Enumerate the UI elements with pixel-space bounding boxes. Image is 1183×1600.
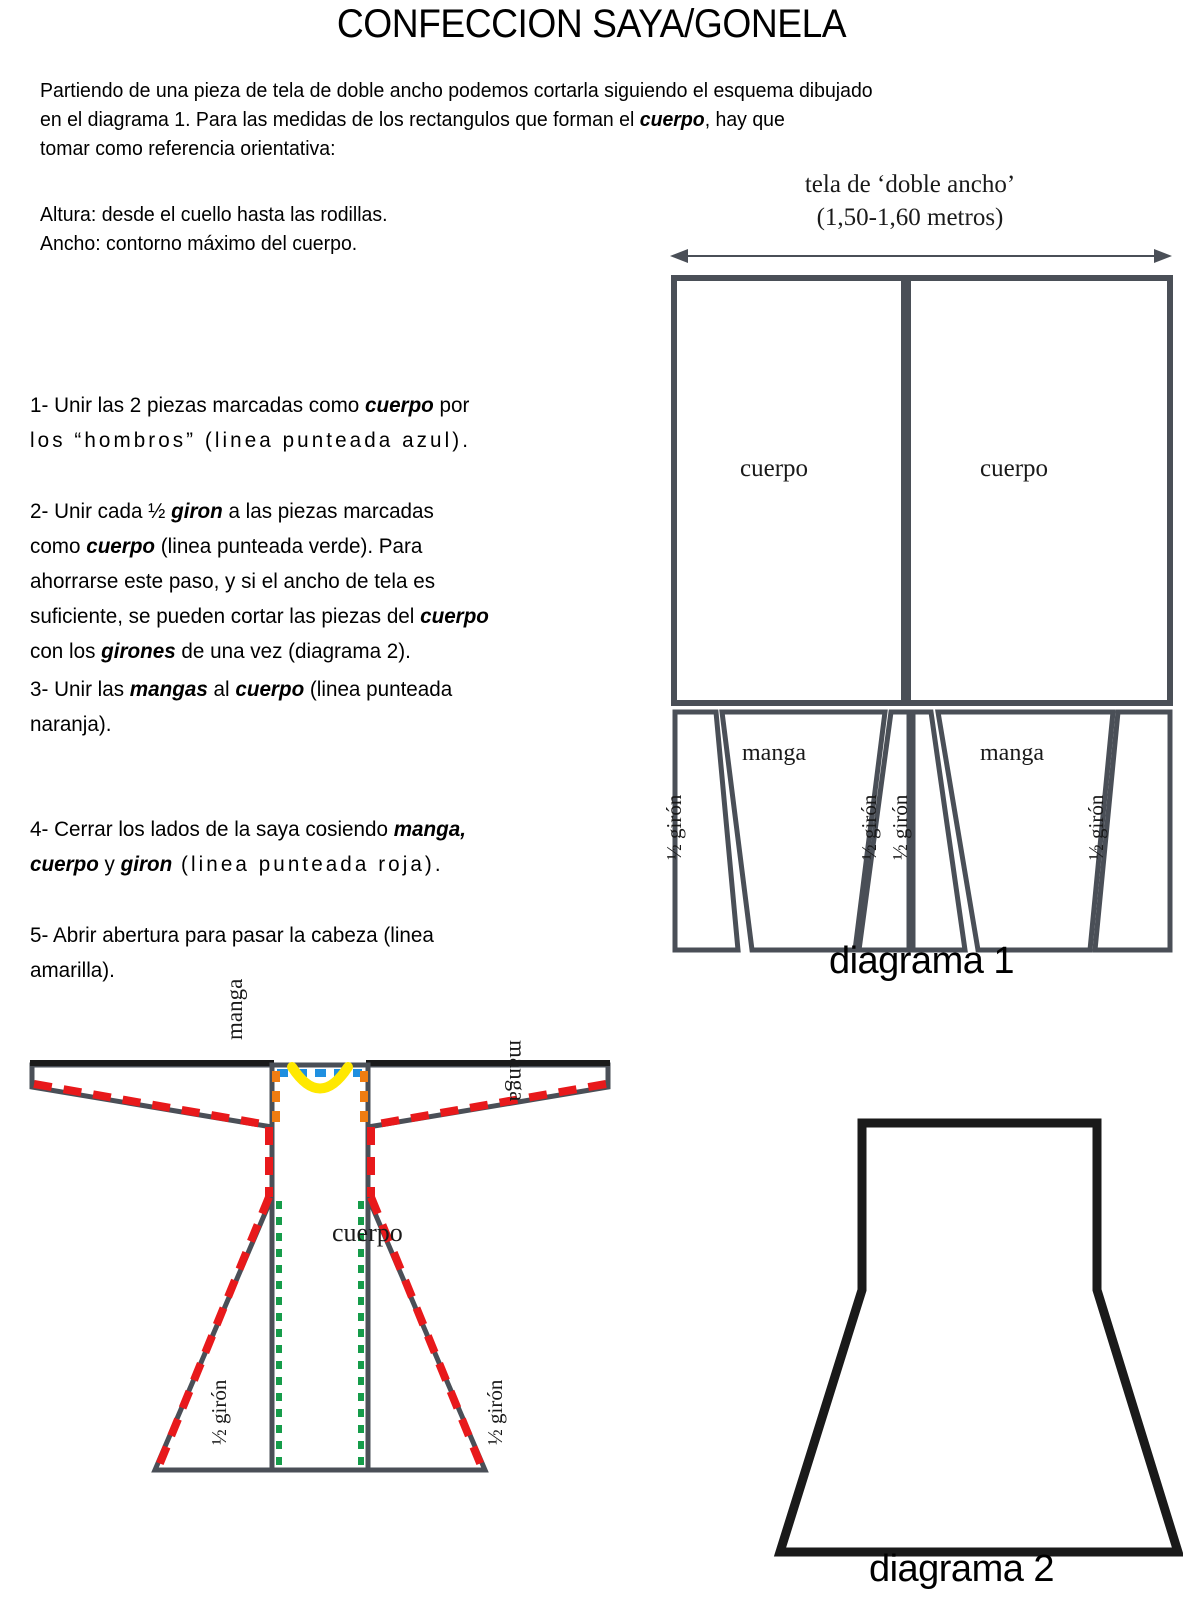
step-1 xyxy=(30,388,635,458)
label-cuerpo-left: cuerpo xyxy=(740,455,809,482)
step-5-line-2: amarilla). xyxy=(30,958,115,982)
garment-label-cuerpo: cuerpo xyxy=(332,1218,403,1247)
fabric-width-dimension-arrow xyxy=(670,249,1172,263)
label-cuerpo-right: cuerpo xyxy=(980,455,1049,482)
diagram-2-svg xyxy=(740,1090,1183,1570)
diagram-2-silhouette xyxy=(780,1123,1178,1552)
intro-line-3: tomar como referencia orientativa: xyxy=(40,137,336,160)
step-5-line-1: 5- Abrir abertura para pasar la cabeza (linea xyxy=(30,923,434,947)
intro-paragraph xyxy=(40,76,1045,163)
garment-sleeve-left xyxy=(32,1065,272,1127)
label-manga-right: manga xyxy=(980,740,1044,766)
label-giron-4: ½ girón xyxy=(1084,794,1108,860)
diagram-2 xyxy=(740,1090,1183,1570)
step-2-line-1: 2- Unir cada ½ giron a las piezas marcadas xyxy=(30,499,434,523)
fabric-width-label: tela de ‘doble ancho’ (1,50-1,60 metros) xyxy=(804,171,1016,231)
garment-label-manga-right: manga xyxy=(505,1040,530,1102)
step-2-line-5: con los girones de una vez (diagrama 2). xyxy=(30,639,411,663)
step-2-line-3: ahorrarse este paso, y si el ancho de tela es xyxy=(30,569,436,593)
step-2-line-2: como cuerpo (linea punteada verde). Para xyxy=(30,534,423,558)
garment-label-giron-right: ½ girón xyxy=(483,1379,507,1445)
step-2-line-4: suficiente, se pueden cortar las piezas del cuerpo xyxy=(30,604,489,628)
garment-label-manga-left: manga xyxy=(222,978,247,1040)
step-4-line-1: 4- Cerrar los lados de la saya cosiendo manga, xyxy=(30,817,466,841)
step-1-line-2: los “hombros” (linea punteada azul). xyxy=(30,428,472,452)
intro-line-2: en el diagrama 1. Para las medidas de los rectangulos que forman el cuerpo, hay que xyxy=(40,108,785,131)
piece-cuerpo-left xyxy=(674,278,904,703)
diagram-1-svg xyxy=(660,160,1183,990)
step-4-line-2: cuerpo y giron (linea punteada roja). xyxy=(30,852,444,876)
step-3-line-1: 3- Unir las mangas al cuerpo (linea punteada xyxy=(30,677,453,701)
garment-label-giron-left: ½ girón xyxy=(207,1379,231,1445)
piece-cuerpo-right xyxy=(908,278,1170,703)
garment-cuerpo xyxy=(272,1065,368,1470)
measure-height: Altura: desde el cuello hasta las rodillas. xyxy=(40,203,388,226)
step-3-line-2: naranja). xyxy=(30,712,112,736)
diagram-1 xyxy=(660,160,1183,990)
page-title: CONFECCION SAYA/GONELA xyxy=(336,2,847,46)
label-giron-3: ½ girón xyxy=(888,794,912,860)
step-5 xyxy=(30,918,635,988)
measures-list xyxy=(40,200,629,258)
measure-width: Ancho: contorno máximo del cuerpo. xyxy=(40,232,358,255)
label-manga-left: manga xyxy=(742,740,806,766)
diagram-2-caption: diagrama 2 xyxy=(868,1548,1055,1590)
label-giron-1: ½ girón xyxy=(662,794,686,860)
garment-label-manga-left-clip xyxy=(196,978,247,1126)
step-1-line-1: 1- Unir las 2 piezas marcadas como cuerpo por xyxy=(30,393,470,417)
label-giron-2: ½ girón xyxy=(857,794,881,860)
garment-sleeve-right xyxy=(368,1065,608,1127)
garment-label-manga-right-clip xyxy=(505,1040,556,1126)
diagram-1-caption: diagrama 1 xyxy=(828,940,1015,982)
step-4 xyxy=(30,812,635,882)
intro-line-1: Partiendo de una pieza de tela de doble ancho podemos cortarla siguiendo el esquema dibujado xyxy=(40,79,873,102)
step-2 xyxy=(30,494,635,669)
step-3 xyxy=(30,672,635,742)
